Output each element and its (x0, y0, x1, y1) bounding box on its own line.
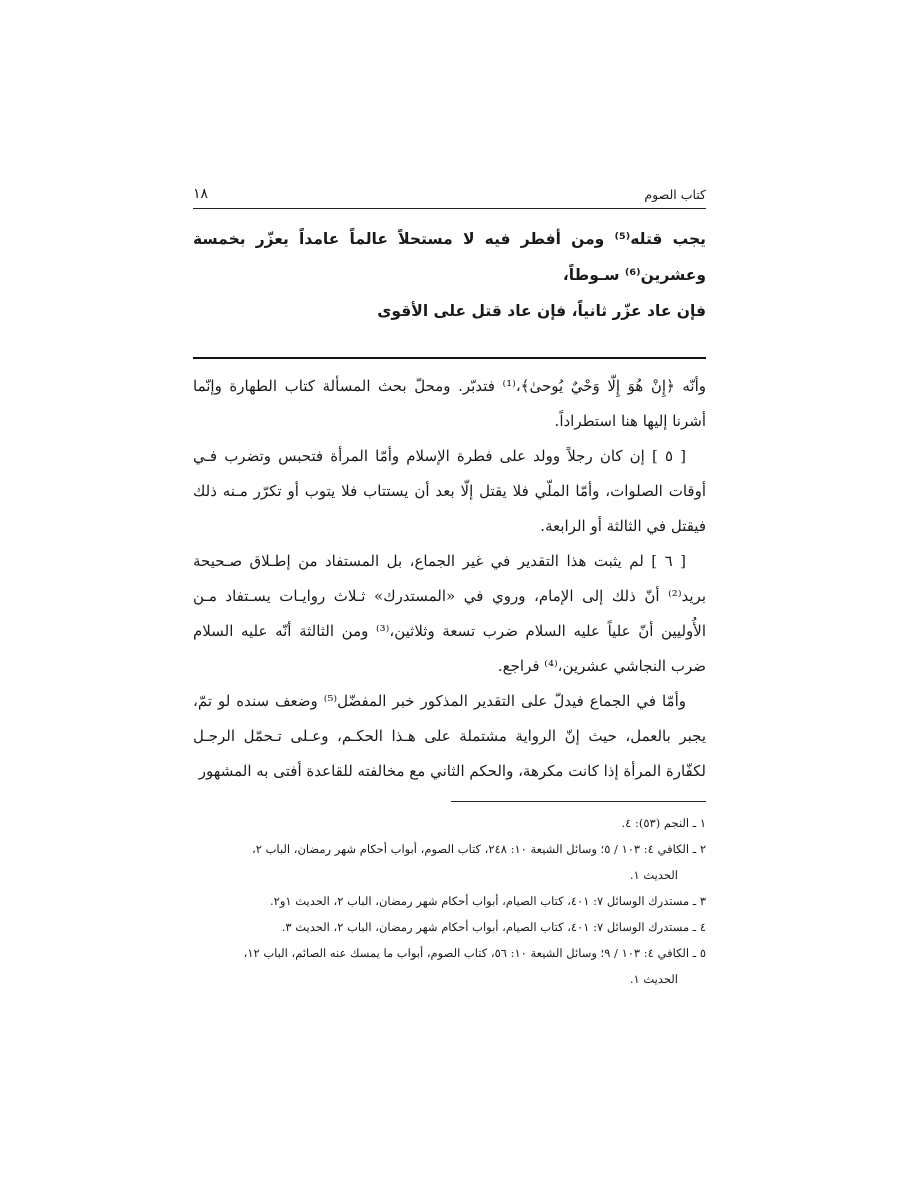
commentary-paragraph: وأنّه ﴿إِنْ هُوَ إِلّا وَحْيٌ يُوحىٰ﴾،⁽¹⁾ فتدبّر. ومحلّ بحث المسألة كتاب الطهارة وإنّما أشرنا إليها هنا استطراداً. (193, 377, 706, 430)
main-text-line: يجب قتله⁽⁵⁾ ومن أفطر فيه لا مستحلاً عالماً عامداً يعزّر بخمسة وعشرين⁽⁶⁾ سـوطاً، (193, 230, 707, 284)
footnote: ٥ ـ الكافي ٤: ١٠٣ / ٩؛ وسائل الشيعة ١٠: ٥٦، كتاب الصوم، أبواب ما يمسك عنه الصائم، الباب ١٢، (243, 946, 706, 960)
commentary-paragraph: [ ٥ ] إن كان رجلاً وولد على فطرة الإسلام وأمّا المرأة فتحبس وتضرب فـي أوقات الصلوات، وأمّا الملّي فلا يقتل إلّا بعد أن يستتاب فلا يتوب أو تكرّر مـنه ذلك فيقتل في الثالثة أو الرابعة. (193, 447, 706, 535)
book-title: كتاب الصوم (644, 187, 706, 202)
book-page (193, 186, 706, 992)
running-head (193, 186, 706, 209)
commentary (193, 369, 706, 789)
footnote: ٢ ـ الكافي ٤: ١٠٣ / ٥؛ وسائل الشيعة ١٠: ٢٤٨، كتاب الصوم، أبواب أحكام شهر رمضان، الباب ٢، (252, 842, 706, 856)
footnote: ١ ـ النجم (٥٣): ٤. (621, 816, 706, 830)
footnotes (193, 810, 706, 992)
commentary-paragraph: وأمّا في الجماع فيدلّ على التقدير المذكور خبر المفضّل⁽⁵⁾ وضعف سنده لو تمّ، يجبر بالعمل، حيث إنّ الرواية مشتملة على هـذا الحكـم، وعـلى تـحمّل الرجـل لكفّارة المرأة إذا كانت مكرهة، والحكم الثاني مع مخالفته للقاعدة أفتى به المشهور (193, 692, 706, 780)
footnote: ٣ ـ مستدرك الوسائل ٧: ٤٠١، كتاب الصيام، أبواب أحكام شهر رمضان، الباب ٢، الحديث ١و٢. (269, 894, 706, 908)
footnote: ٤ ـ مستدرك الوسائل ٧: ٤٠١، كتاب الصيام، أبواب أحكام شهر رمضان، الباب ٢، الحديث ٣. (281, 920, 706, 934)
main-text-line: فإن عاد عزّر ثانياً، فإن عاد قتل على الأقوى (377, 302, 706, 320)
footnote-divider (451, 801, 706, 802)
footnote-continuation: الحديث ١. (629, 972, 678, 986)
main-text (193, 221, 706, 329)
footnote-continuation: الحديث ١. (629, 868, 678, 882)
page-number: ١٨ (193, 186, 209, 202)
commentary-paragraph: [ ٦ ] لم يثبت هذا التقدير في غير الجماع، بل المستفاد من إطـلاق صـحيحة بريد⁽²⁾ أنّ ذلك إلى الإمام، وروي في «المستدرك» ثـلاث روايـات يسـتفاد مـن الأُوليين أنّ علياً عليه السلام ضرب تسعة وثلاثين،⁽³⁾ ومن الثالثة أنّه عليه السلام ضرب النجاشي عشرين،⁽⁴⁾ فراجع. (193, 552, 706, 675)
section-divider (193, 357, 706, 359)
